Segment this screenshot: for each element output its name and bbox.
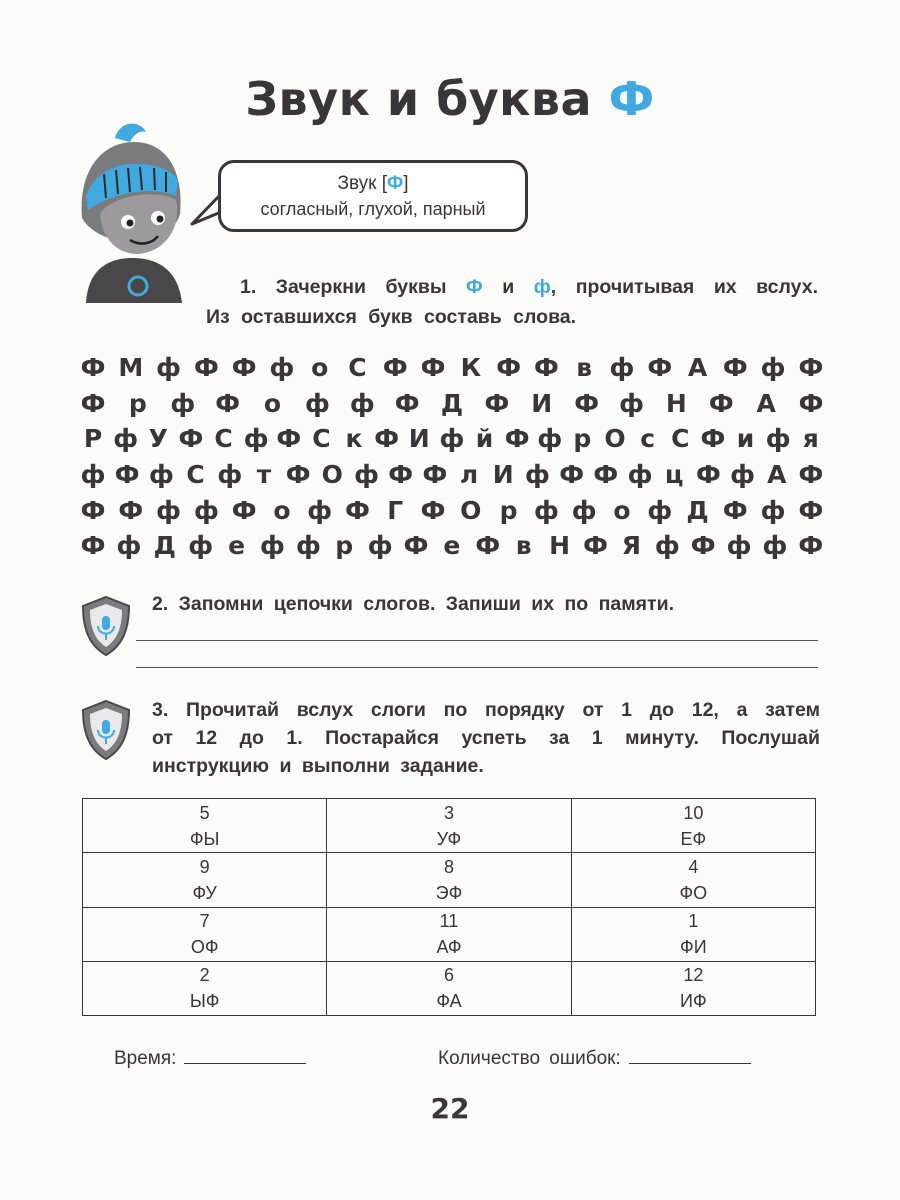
grid-letter[interactable]: ц: [664, 460, 684, 490]
grid-letter[interactable]: Ф: [394, 388, 420, 418]
task-1-line-2: Из оставшихся букв составь слова.: [206, 306, 577, 328]
grid-letter[interactable]: С: [214, 424, 233, 454]
grid-letter[interactable]: о: [613, 495, 631, 525]
grid-letter[interactable]: Ф: [798, 388, 824, 418]
shield-microphone-icon: [80, 594, 132, 658]
syllable-text: ЭФ: [435, 882, 463, 903]
syllable-text: АФ: [436, 937, 462, 958]
page-number: 22: [430, 1092, 470, 1125]
grid-letter[interactable]: е: [228, 531, 246, 561]
syllable-cell: [571, 853, 815, 907]
grid-letter[interactable]: Ф: [559, 460, 585, 490]
bubble-line-1: [221, 173, 525, 195]
grid-letter[interactable]: Ф: [690, 531, 716, 561]
grid-letter[interactable]: О: [321, 460, 343, 490]
grid-letter[interactable]: ф: [304, 388, 330, 418]
grid-letter[interactable]: ф: [730, 460, 755, 490]
grid-letter[interactable]: А: [687, 353, 708, 383]
grid-letter[interactable]: р: [128, 388, 147, 418]
grid-letter[interactable]: ф: [116, 531, 142, 561]
letter-grid-row: [80, 386, 824, 422]
grid-letter[interactable]: ф: [156, 353, 181, 383]
grid-letter[interactable]: Р: [83, 424, 103, 454]
grid-letter[interactable]: Ф: [118, 495, 144, 525]
grid-letter[interactable]: И: [492, 460, 514, 490]
syllable-number: 1: [688, 911, 699, 932]
grid-letter[interactable]: Ф: [475, 531, 501, 561]
grid-letter[interactable]: Ф: [285, 460, 311, 490]
grid-letter[interactable]: У: [148, 424, 168, 454]
syllable-cell: [83, 853, 327, 907]
grid-letter[interactable]: Ф: [80, 388, 106, 418]
grid-letter[interactable]: Ф: [403, 531, 429, 561]
task-1-prefix: 1. Зачеркни буквы: [240, 276, 467, 298]
time-blank[interactable]: [184, 1049, 306, 1064]
grid-letter[interactable]: Ф: [647, 353, 673, 383]
grid-letter[interactable]: С: [312, 424, 331, 454]
grid-letter[interactable]: Ф: [178, 424, 204, 454]
grid-letter[interactable]: Ф: [798, 460, 824, 490]
bubble-prefix: Звук [: [337, 173, 388, 194]
title-text: Звук и буква: [245, 72, 609, 126]
task-1-line-1: [206, 272, 818, 302]
grid-letter[interactable]: ф: [367, 531, 393, 561]
grid-letter[interactable]: ф: [170, 388, 196, 418]
syllable-cell: [83, 961, 327, 1015]
grid-letter[interactable]: ф: [349, 388, 375, 418]
grid-letter[interactable]: С: [186, 460, 205, 490]
syllable-cell: [571, 907, 815, 961]
syllable-text: ФИ: [680, 937, 707, 958]
grid-letter[interactable]: л: [459, 460, 479, 490]
grid-letter[interactable]: ф: [760, 495, 786, 525]
task-1-letter-upper: Ф: [466, 276, 483, 298]
syllable-number: 8: [443, 856, 454, 877]
syllable-number: 9: [199, 856, 210, 877]
grid-letter[interactable]: Ф: [345, 495, 370, 525]
grid-letter[interactable]: ф: [765, 424, 791, 454]
syllable-number: 7: [199, 911, 210, 932]
title-letter: Ф: [608, 72, 655, 126]
grid-letter[interactable]: И: [408, 424, 430, 454]
grid-letter[interactable]: Ф: [114, 460, 140, 490]
grid-letter[interactable]: ф: [269, 353, 295, 383]
grid-letter[interactable]: о: [273, 495, 291, 525]
grid-letter[interactable]: ф: [537, 424, 563, 454]
grid-letter[interactable]: в: [576, 353, 593, 383]
errors-label: Количество ошибок:: [438, 1048, 621, 1069]
grid-letter[interactable]: Ф: [722, 495, 748, 525]
task-1-suffix: , прочитывая их вслух.: [550, 276, 818, 298]
task-1-letter-lower: ф: [533, 276, 551, 298]
grid-letter[interactable]: Ф: [382, 353, 408, 383]
task-3-line-1: 3. Прочитай вслух слоги по порядку от 1 до 12, а затем: [152, 699, 820, 721]
grid-letter[interactable]: Ф: [215, 388, 241, 418]
grid-letter[interactable]: т: [256, 460, 272, 490]
errors-blank[interactable]: [629, 1049, 751, 1064]
bubble-line-2: согласный, глухой, парный: [260, 199, 486, 219]
grid-letter[interactable]: Ф: [593, 460, 619, 490]
syllable-cell: [327, 907, 571, 961]
grid-letter[interactable]: ф: [760, 353, 786, 383]
knight-illustration: [60, 118, 200, 308]
syllable-table: [82, 798, 816, 1016]
grid-letter[interactable]: Ф: [276, 424, 302, 454]
grid-letter[interactable]: А: [756, 388, 776, 418]
grid-letter[interactable]: ф: [439, 424, 465, 454]
grid-letter[interactable]: Ф: [420, 495, 446, 525]
syllable-cell: [571, 961, 815, 1015]
grid-letter[interactable]: Ф: [193, 353, 219, 383]
grid-letter[interactable]: Ф: [374, 424, 400, 454]
grid-letter[interactable]: И: [531, 388, 553, 418]
grid-letter[interactable]: Ф: [496, 353, 521, 383]
syllable-text: ФЫ: [189, 828, 220, 849]
syllable-number: 12: [683, 965, 704, 986]
syllable-text: ФА: [436, 991, 462, 1012]
grid-letter[interactable]: ф: [193, 495, 219, 525]
letter-grid: [80, 350, 824, 564]
grid-letter[interactable]: М: [118, 353, 144, 383]
grid-letter[interactable]: Ф: [722, 353, 748, 383]
grid-letter[interactable]: О: [460, 495, 482, 525]
grid-letter[interactable]: й: [475, 424, 494, 454]
syllable-text: УФ: [436, 828, 462, 849]
grid-letter[interactable]: и: [736, 424, 755, 454]
grid-letter[interactable]: Ф: [798, 531, 824, 561]
grid-letter[interactable]: Ф: [420, 353, 446, 383]
grid-letter[interactable]: Ф: [798, 495, 824, 525]
grid-letter[interactable]: с: [640, 424, 656, 454]
grid-letter[interactable]: к: [345, 424, 363, 454]
grid-letter[interactable]: р: [573, 424, 592, 454]
grid-letter[interactable]: ф: [654, 531, 680, 561]
grid-letter[interactable]: е: [443, 531, 461, 561]
grid-letter[interactable]: ф: [113, 424, 139, 454]
grid-letter[interactable]: Ф: [80, 353, 106, 383]
task-2-instructions: 2. Запомни цепочки слогов. Запиши их по памяти.: [152, 593, 675, 615]
grid-letter[interactable]: О: [604, 424, 626, 454]
grid-letter[interactable]: о: [311, 353, 329, 383]
grid-letter[interactable]: Д: [686, 495, 709, 525]
grid-letter[interactable]: Ф: [574, 388, 600, 418]
grid-letter[interactable]: С: [348, 353, 367, 383]
table-row: [83, 799, 816, 853]
syllable-cell: [83, 907, 327, 961]
syllable-number: 4: [688, 856, 699, 877]
grid-letter[interactable]: Ф: [504, 424, 530, 454]
grid-letter[interactable]: Я: [621, 531, 641, 561]
letter-grid-row: [80, 492, 824, 528]
grid-letter[interactable]: ф: [762, 531, 788, 561]
grid-letter[interactable]: Ф: [583, 531, 608, 561]
grid-letter[interactable]: ф: [80, 460, 106, 490]
grid-letter[interactable]: ф: [307, 495, 333, 525]
syllable-number: 6: [443, 965, 454, 986]
grid-letter[interactable]: ф: [243, 424, 269, 454]
grid-letter[interactable]: Ф: [798, 353, 824, 383]
syllable-cell: [327, 853, 571, 907]
grid-letter[interactable]: ф: [647, 495, 673, 525]
syllable-cell: [83, 799, 327, 853]
syllable-text: ЫФ: [189, 991, 220, 1012]
task-1-instructions: [206, 272, 818, 332]
syllable-number: 10: [683, 802, 704, 823]
grid-letter[interactable]: Ф: [80, 495, 106, 525]
grid-letter[interactable]: ф: [533, 495, 559, 525]
writing-line-2[interactable]: [136, 667, 818, 668]
grid-letter[interactable]: А: [767, 460, 787, 490]
grid-letter[interactable]: ф: [148, 460, 174, 490]
grid-letter[interactable]: о: [263, 388, 282, 418]
syllable-text: ФО: [679, 882, 708, 903]
syllable-number: 5: [199, 802, 210, 823]
syllable-cell: [327, 799, 571, 853]
task-1-middle: и: [482, 276, 534, 298]
letter-grid-row: [80, 457, 824, 493]
syllable-cell: [327, 961, 571, 1015]
grid-letter[interactable]: Ф: [231, 495, 257, 525]
time-field: [114, 1048, 306, 1070]
shield-microphone-icon: [80, 698, 132, 762]
grid-letter[interactable]: я: [802, 424, 819, 454]
grid-letter[interactable]: Д: [153, 531, 176, 561]
bubble-suffix: ]: [403, 173, 409, 194]
grid-letter[interactable]: Ф: [80, 531, 106, 561]
grid-letter[interactable]: в: [515, 531, 532, 561]
grid-letter[interactable]: ф: [619, 388, 644, 418]
grid-letter[interactable]: К: [460, 353, 482, 383]
syllable-text: ИФ: [680, 991, 707, 1012]
grid-letter[interactable]: ф: [627, 460, 653, 490]
grid-letter[interactable]: Ф: [695, 460, 721, 490]
grid-letter[interactable]: С: [671, 424, 690, 454]
letter-grid-row: [80, 528, 824, 564]
grid-letter[interactable]: ф: [295, 531, 321, 561]
table-row: [83, 961, 816, 1015]
grid-letter[interactable]: ф: [571, 495, 597, 525]
grid-letter[interactable]: ф: [217, 460, 243, 490]
grid-letter[interactable]: Ф: [231, 353, 257, 383]
grid-letter[interactable]: Н: [665, 388, 687, 418]
bubble-letter: Ф: [387, 173, 404, 194]
grid-letter[interactable]: ф: [726, 531, 752, 561]
task-3-line-3: инструкцию и выполни задание.: [152, 755, 484, 777]
grid-letter[interactable]: Г: [387, 495, 404, 525]
grid-letter[interactable]: р: [335, 531, 354, 561]
letter-grid-row: [80, 350, 824, 386]
grid-letter[interactable]: ф: [188, 531, 214, 561]
syllable-number: 3: [443, 802, 454, 823]
grid-letter[interactable]: ф: [156, 495, 181, 525]
table-row: [83, 853, 816, 907]
syllable-number: 11: [439, 911, 459, 932]
grid-letter[interactable]: Д: [440, 388, 464, 418]
syllable-cell: [571, 799, 815, 853]
grid-letter[interactable]: Ф: [388, 460, 414, 490]
grid-letter[interactable]: Ф: [708, 388, 734, 418]
grid-letter[interactable]: р: [499, 495, 518, 525]
table-row: [83, 907, 816, 961]
grid-letter[interactable]: Ф: [700, 424, 726, 454]
syllable-text: ЕФ: [680, 828, 707, 849]
grid-letter[interactable]: Ф: [533, 353, 559, 383]
grid-letter[interactable]: ф: [525, 460, 550, 490]
grid-letter[interactable]: Ф: [484, 388, 510, 418]
letter-grid-row: [80, 421, 824, 457]
grid-letter[interactable]: ф: [354, 460, 379, 490]
task-3-line-2: от 12 до 1. Постарайся успеть за 1 минуту. Послушай: [152, 727, 820, 749]
grid-letter[interactable]: Н: [549, 531, 571, 561]
grid-letter[interactable]: ф: [260, 531, 285, 561]
task-3-instructions: [152, 696, 820, 780]
syllable-number: 2: [199, 965, 210, 986]
syllable-text: ОФ: [190, 937, 219, 958]
speech-bubble: [218, 160, 528, 232]
time-label: Время:: [114, 1048, 177, 1069]
grid-letter[interactable]: Ф: [422, 460, 448, 490]
syllable-text: ФУ: [192, 882, 217, 903]
grid-letter[interactable]: ф: [609, 353, 635, 383]
writing-line-1[interactable]: [136, 640, 818, 641]
errors-field: [438, 1048, 751, 1070]
